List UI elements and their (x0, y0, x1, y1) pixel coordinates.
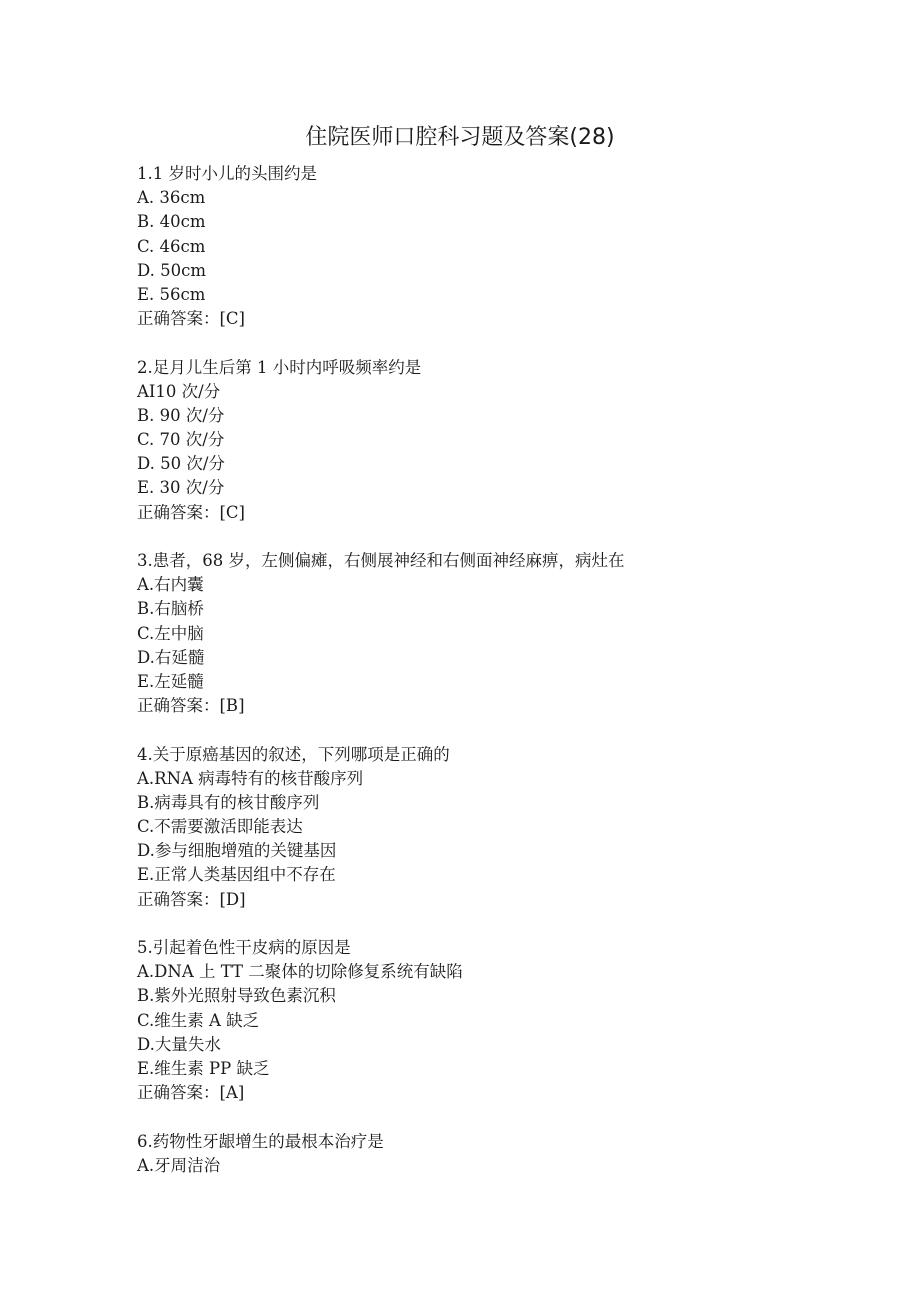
option-a: A.牙周洁治 (137, 1155, 221, 1175)
option-e: E. 56cm (137, 284, 206, 304)
option-b: B.右脑桥 (137, 599, 204, 619)
page-title: 住院医师口腔科习题及答案(28) (305, 125, 615, 150)
answer-line: 正确答案：[C] (137, 502, 245, 522)
option-a: A.RNA 病毒特有的核苷酸序列 (137, 768, 364, 788)
option-d: D. 50cm (137, 260, 207, 280)
question-stem: 2.足月儿生后第 1 小时内呼吸频率约是 (137, 357, 422, 377)
question-list (137, 162, 897, 1202)
option-d: D.右延髓 (137, 647, 205, 667)
option-a: A.DNA 上 TT 二聚体的切除修复系统有缺陷 (137, 962, 463, 982)
answer-line: 正确答案：[A] (137, 1083, 245, 1103)
question-stem: 6.药物性牙龈增生的最根本治疗是 (137, 1131, 384, 1151)
option-a: AI10 次/分 (137, 381, 221, 401)
question-6 (137, 1130, 897, 1178)
question-4 (137, 743, 897, 912)
answer-line: 正确答案：[B] (137, 696, 245, 716)
option-c: C. 46cm (137, 236, 206, 256)
answer-line: 正确答案：[D] (137, 889, 246, 909)
option-a: A.右内囊 (137, 575, 204, 595)
question-stem: 1.1 岁时小儿的头围约是 (137, 164, 317, 183)
option-b: B. 90 次/分 (137, 405, 225, 425)
option-b: B.病毒具有的核甘酸序列 (137, 792, 320, 812)
question-3 (137, 549, 897, 718)
question-stem: 4.关于原癌基因的叙述，下列哪项是正确的 (137, 744, 450, 764)
option-d: D.参与细胞增殖的关键基因 (137, 841, 337, 861)
option-d: D.大量失水 (137, 1034, 221, 1054)
answer-line: 正确答案：[C] (137, 309, 245, 329)
option-c: C.不需要激活即能表达 (137, 817, 303, 837)
option-c: C.左中脑 (137, 623, 204, 643)
option-a: A. 36cm (137, 188, 206, 208)
option-c: C.维生素 A 缺乏 (137, 1010, 260, 1030)
option-c: C. 70 次/分 (137, 430, 225, 450)
option-e: E.正常人类基因组中不存在 (137, 865, 336, 885)
option-b: B. 40cm (137, 212, 206, 232)
question-stem: 5.引起着色性干皮病的原因是 (137, 938, 351, 957)
option-e: E.维生素 PP 缺乏 (137, 1058, 270, 1078)
option-d: D. 50 次/分 (137, 454, 225, 474)
option-b: B.紫外光照射导致色素沉积 (137, 986, 336, 1006)
question-5 (137, 936, 897, 1105)
question-1 (137, 162, 897, 331)
option-e: E.左延髓 (137, 671, 204, 691)
option-e: E. 30 次/分 (137, 478, 225, 498)
question-2 (137, 356, 897, 525)
question-stem: 3.患者，68 岁，左侧偏瘫，右侧展神经和右侧面神经麻痹，病灶在 (137, 551, 625, 570)
